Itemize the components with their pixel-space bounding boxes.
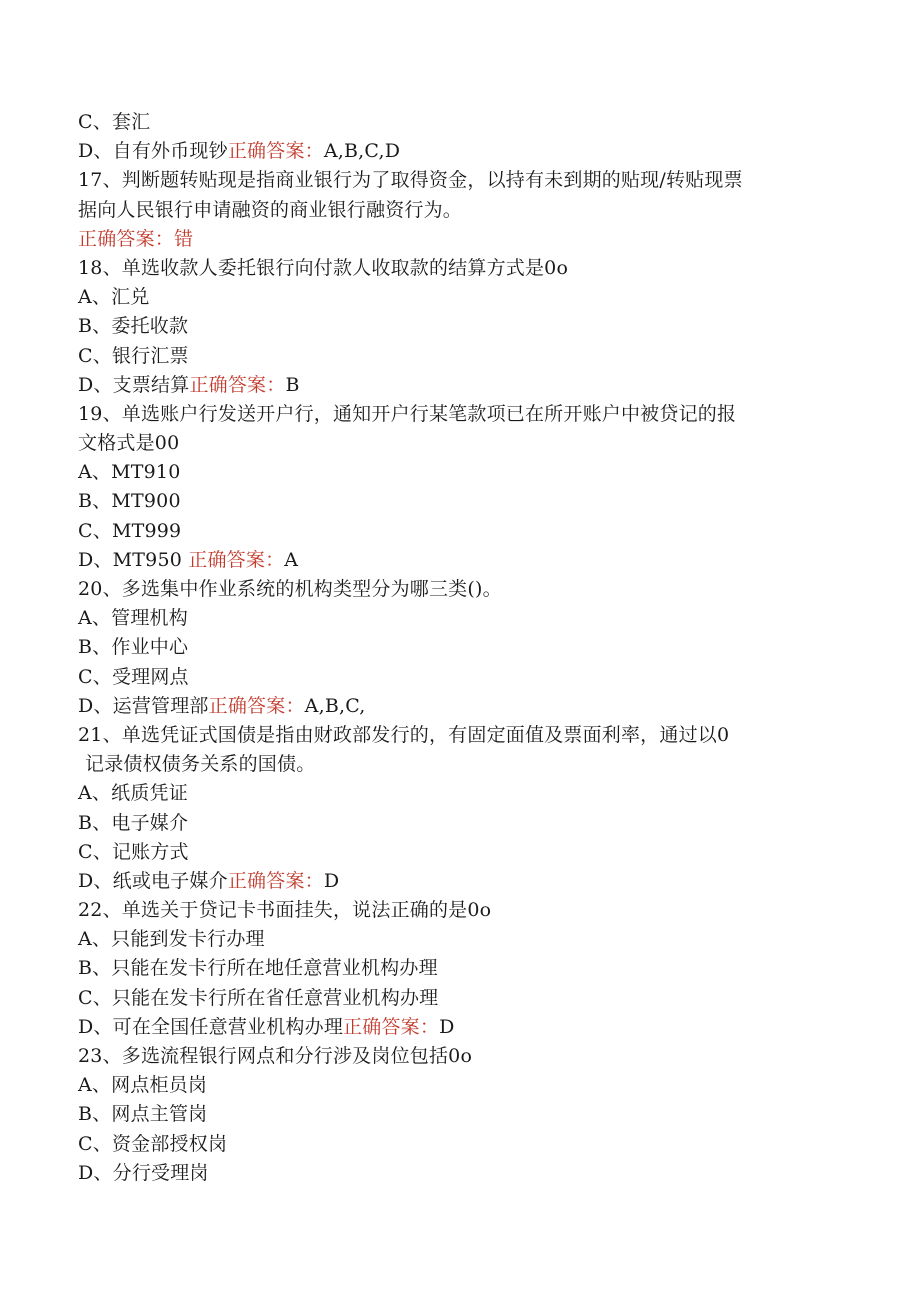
text-line <box>78 225 838 254</box>
text-line <box>78 546 838 575</box>
line-text: 23、多选流程银行网点和分行涉及岗位包括0o <box>78 1045 473 1067</box>
text-line <box>78 954 838 983</box>
line-text: C、MT999 <box>78 519 182 542</box>
answer-label: 正确答案： <box>227 869 324 892</box>
line-text: 17、判断题转贴现是指商业银行为了取得资金，以持有未到期的贴现/转贴现票 <box>78 169 743 192</box>
line-text: 19、单选账户行发送开户行，通知开户行某笔款项已在所开账户中被贷记的报 <box>78 402 737 425</box>
text-line <box>78 371 838 400</box>
line-text: A、MT910 <box>78 461 181 484</box>
text-line <box>78 896 838 925</box>
answer-value: A <box>284 548 299 571</box>
answer-value: B <box>285 373 300 396</box>
line-text: 21、单选凭证式国债是指由财政部发行的，有固定面值及票面利率，通过以0 <box>78 723 730 746</box>
text-line <box>78 1130 838 1159</box>
text-line <box>78 458 838 487</box>
line-text: A、汇兑 <box>78 286 150 309</box>
text-line <box>78 838 838 867</box>
text-line <box>78 721 838 750</box>
line-text: D、可在全国任意营业机构办理 <box>78 1015 344 1038</box>
line-text: 记录债权债务关系的国债。 <box>85 753 316 776</box>
line-text: D、MT950 <box>78 548 189 571</box>
text-line <box>78 779 838 808</box>
line-text: C、套汇 <box>78 111 151 133</box>
line-text: 20、多选集中作业系统的机构类型分为哪三类()。 <box>78 578 502 600</box>
text-line <box>78 692 838 721</box>
text-line <box>78 342 838 371</box>
answer-label: 正确答案： <box>188 548 285 571</box>
text-line <box>78 137 838 166</box>
line-text: B、作业中心 <box>78 636 189 659</box>
line-text: D、运营管理部 <box>78 694 209 717</box>
text-line <box>78 1159 838 1188</box>
answer-label: 正确答案： <box>78 227 175 250</box>
line-text: C、资金部授权岗 <box>78 1132 228 1155</box>
line-text: C、只能在发卡行所在省任意营业机构办理 <box>78 986 439 1009</box>
line-text: 18、单选收款人委托银行向付款人收取款的结算方式是0o <box>78 256 569 279</box>
line-text: B、网点主管岗 <box>78 1103 208 1126</box>
text-line <box>78 429 838 458</box>
text-line <box>78 750 838 779</box>
text-line <box>78 487 838 516</box>
text-line <box>78 575 838 604</box>
answer-value: D <box>323 869 340 892</box>
text-line <box>78 196 838 225</box>
line-text: D、分行受理岗 <box>78 1161 209 1184</box>
text-line <box>78 283 838 312</box>
text-line <box>78 663 838 692</box>
text-line <box>78 604 838 633</box>
text-line <box>78 1100 838 1129</box>
text-line <box>78 809 838 838</box>
line-text: A、纸质凭证 <box>78 782 188 805</box>
text-line <box>78 166 838 195</box>
text-line <box>78 517 838 546</box>
text-line <box>78 925 838 954</box>
text-line <box>78 400 838 429</box>
line-text: 文格式是00 <box>78 432 180 455</box>
line-text: B、MT900 <box>78 490 181 513</box>
line-text: B、只能在发卡行所在地任意营业机构办理 <box>78 957 438 980</box>
text-line <box>78 254 838 283</box>
text-line <box>78 633 838 662</box>
text-line <box>78 108 838 137</box>
line-text: 据向人民银行申请融资的商业银行融资行为。 <box>78 198 463 221</box>
text-line <box>78 1071 838 1100</box>
answer-label: 正确答案： <box>189 373 286 396</box>
line-text: C、记账方式 <box>78 840 189 863</box>
text-line <box>78 1013 838 1042</box>
text-line <box>78 867 838 896</box>
answer-value: 错 <box>174 227 194 250</box>
line-text: A、只能到发卡行办理 <box>78 928 265 951</box>
line-text: A、网点柜员岗 <box>78 1074 208 1097</box>
question-list <box>78 108 838 1188</box>
answer-label: 正确答案： <box>208 694 305 717</box>
line-text: D、纸或电子媒介 <box>78 869 228 892</box>
text-line <box>78 1042 838 1071</box>
answer-value: D <box>439 1015 455 1038</box>
line-text: C、受理网点 <box>78 665 189 688</box>
line-text: 22、单选关于贷记卡书面挂失，说法正确的是0o <box>78 899 492 922</box>
text-line <box>78 312 838 341</box>
line-text: A、管理机构 <box>78 607 188 630</box>
line-text: D、自有外币现钞 <box>78 140 228 163</box>
text-line <box>78 984 838 1013</box>
answer-label: 正确答案： <box>227 140 324 163</box>
answer-label: 正确答案： <box>343 1015 440 1038</box>
line-text: B、电子媒介 <box>78 811 189 834</box>
line-text: B、委托收款 <box>78 315 189 338</box>
answer-value: A,B,C,D <box>323 140 401 163</box>
line-text: C、银行汇票 <box>78 344 189 367</box>
line-text: D、支票结算 <box>78 373 190 396</box>
answer-value: A,B,C, <box>304 694 366 717</box>
